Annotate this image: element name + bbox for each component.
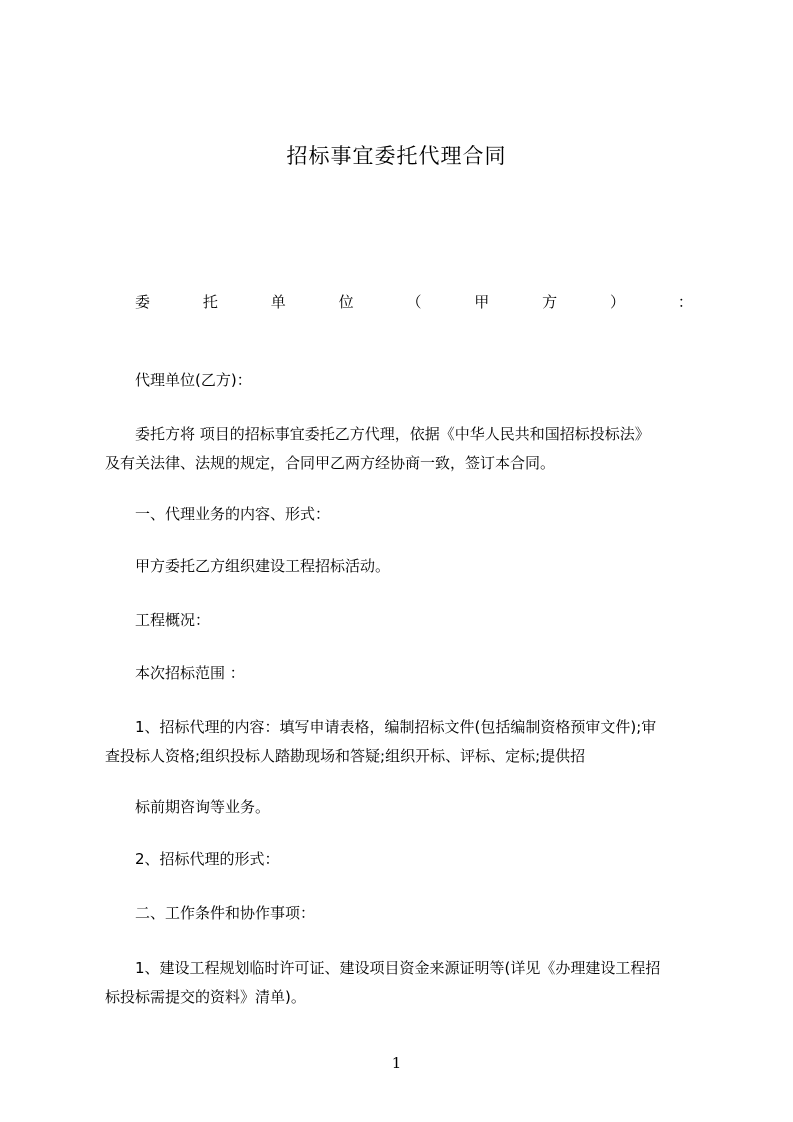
client-label-char: 甲 [474,293,490,311]
item2: 2、招标代理的形式： [135,850,280,868]
client-label-char: 托 [202,293,218,311]
bidding-scope: 本次招标范围 ： [135,664,245,682]
client-label-char: （ [406,293,422,311]
project-overview: 工程概况： [135,611,211,629]
client-label-char: 位 [338,293,354,311]
client-party-label [135,287,693,318]
client-label-char: 方 [542,293,558,311]
client-label-char: 单 [270,293,286,311]
document-title: 招标事宜委托代理合同 [286,144,507,168]
client-label-char: ） [610,293,626,311]
intro-line-1: 委托方将 项目的招标事宜委托乙方代理，依据《中华人民共和国招标投标法》 [135,425,650,443]
client-label-char: ： [677,293,693,311]
section1-heading: 一、代理业务的内容、形式： [135,505,331,523]
section1-text: 甲方委托乙方组织建设工程招标活动。 [135,557,391,575]
condition1-line-2: 标投标需提交的资料》清单)。 [105,988,306,1006]
intro-line-2: 及有关法律、法规的规定，合同甲乙两方经协商一致，签订本合同。 [105,454,556,472]
page-number: 1 [391,1054,402,1072]
agent-party-label: 代理单位(乙方)： [135,371,252,389]
condition1-line-1: 1、建设工程规划临时许可证、建设项目资金来源证明等(详见《办理建设工程招 [135,959,661,977]
item1-line-3: 标前期咨询等业务。 [135,798,271,816]
item1-line-2: 查投标人资格;组织投标人踏勘现场和答疑;组织开标、评标、定标;提供招 [105,747,586,765]
client-label-char: 委 [135,293,151,311]
item1-line-1: 1、招标代理的内容：填写申请表格，编制招标文件(包括编制资格预审文件);审 [135,718,657,736]
section2-heading: 二、工作条件和协作事项： [135,904,316,922]
